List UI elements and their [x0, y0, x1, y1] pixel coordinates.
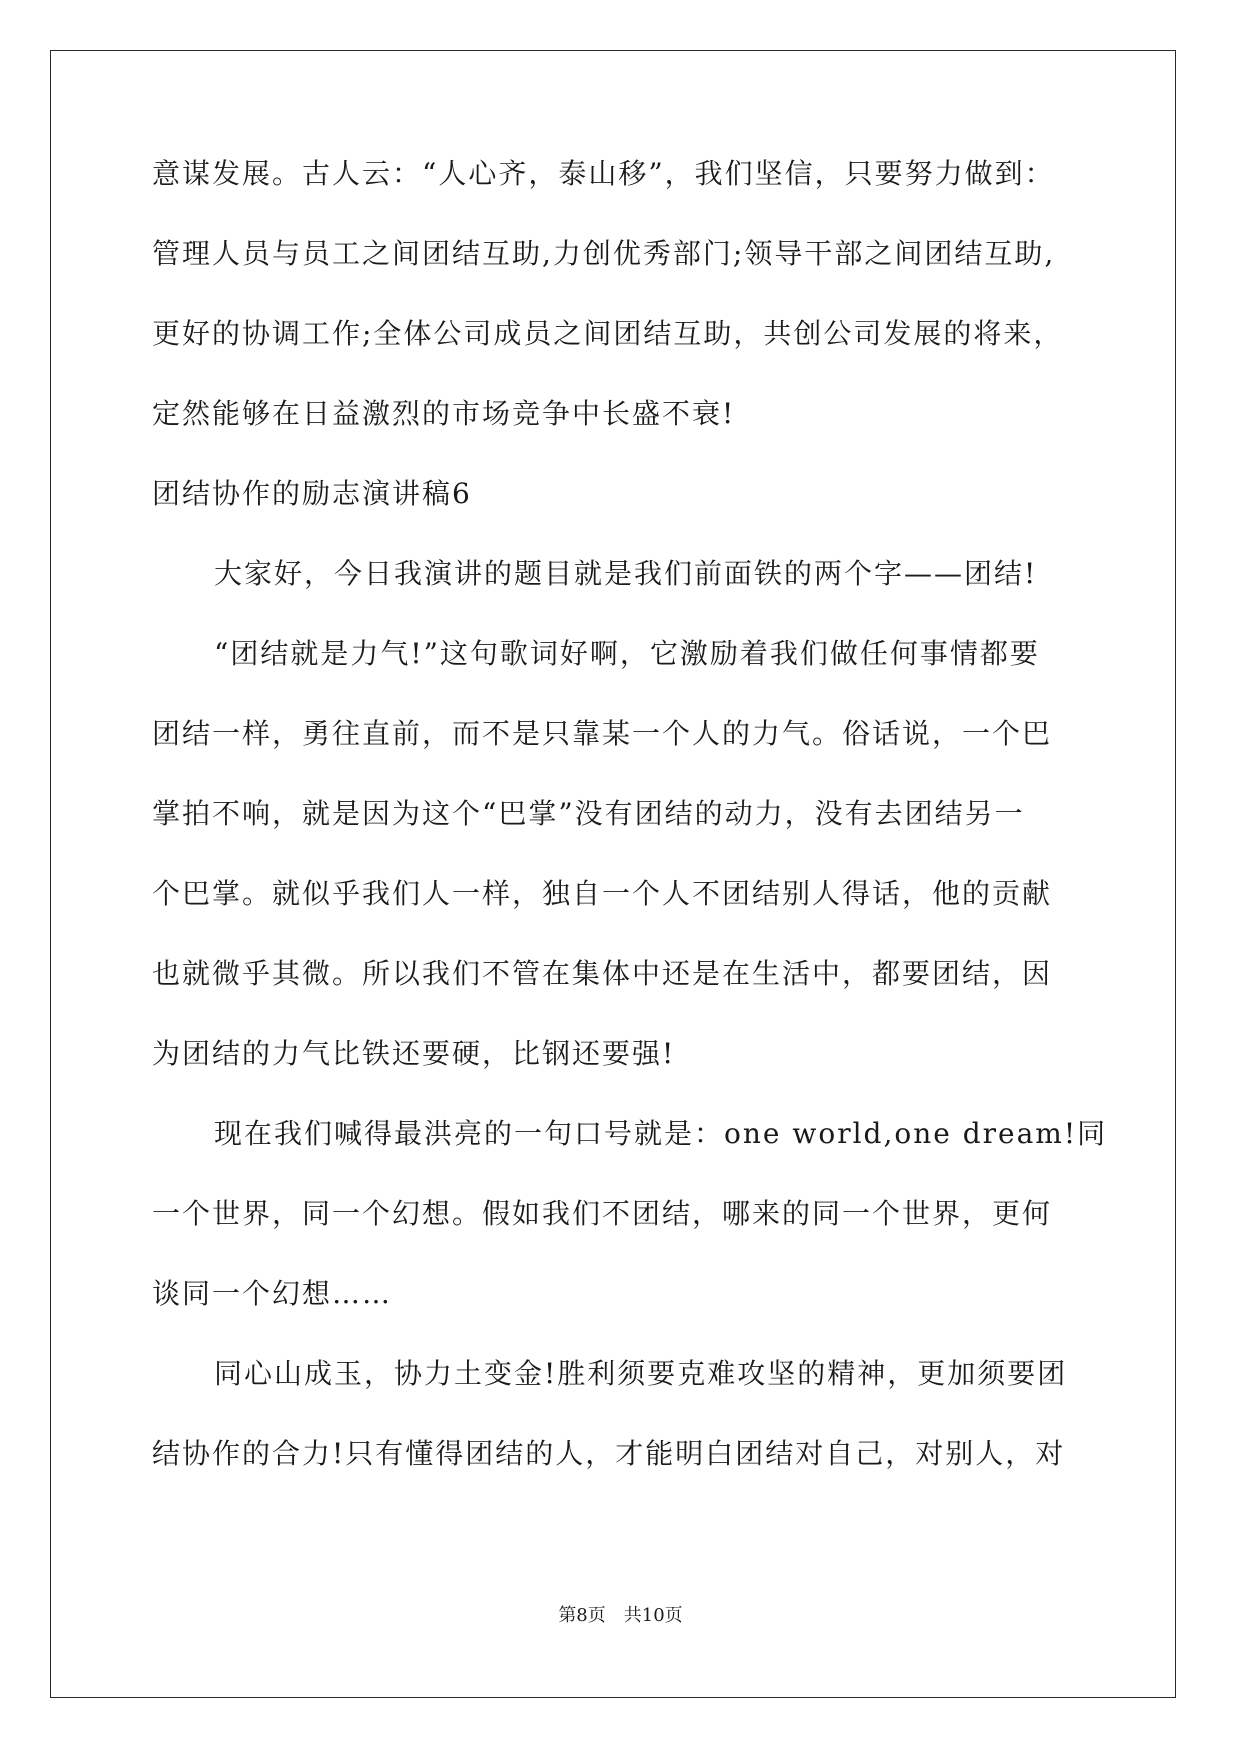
body-line: 结协作的合力!只有懂得团结的人，才能明白团结对自己，对别人，对: [152, 1437, 1066, 1470]
page-number: 第8页 共10页: [558, 1605, 683, 1626]
body-line: 谈同一个幻想……: [152, 1277, 393, 1310]
body-line: 团结一样，勇往直前，而不是只靠某一个人的力气。俗话说，一个巴: [152, 717, 1053, 750]
body-line: 一个世界，同一个幻想。假如我们不团结，哪来的同一个世界，更何: [152, 1197, 1053, 1230]
body-line: 也就微乎其微。所以我们不管在集体中还是在生活中，都要团结，因: [152, 957, 1053, 990]
body-line: 大家好，今日我演讲的题目就是我们前面铁的两个字——团结!: [214, 557, 1038, 590]
body-line: 为团结的力气比铁还要硬，比钢还要强!: [152, 1037, 676, 1070]
body-line: 定然能够在日益激烈的市场竞争中长盛不衰!: [152, 397, 736, 430]
body-line: 个巴掌。就似乎我们人一样，独自一个人不团结别人得话，他的贡献: [152, 877, 1053, 910]
section-heading: 团结协作的励志演讲稿6: [152, 477, 472, 510]
body-line: 同心山成玉，协力土变金!胜利须要克难攻坚的精神，更加须要团: [214, 1357, 1068, 1390]
body-line: 意谋发展。古人云：“人心齐，泰山移”，我们坚信，只要努力做到：: [152, 157, 1055, 190]
body-line: 更好的协调工作;全体公司成员之间团结互助，共创公司发展的将来，: [152, 317, 1064, 350]
body-line: “团结就是力气!”这句歌词好啊，它激励着我们做任何事情都要: [214, 637, 1040, 670]
body-line: 现在我们喊得最洪亮的一句口号就是：one world,one dream!同: [214, 1117, 1108, 1150]
body-line: 掌拍不响，就是因为这个“巴掌”没有团结的动力，没有去团结另一: [152, 797, 1025, 830]
body-line: 管理人员与员工之间团结互助,力创优秀部门;领导干部之间团结互助,: [152, 237, 1056, 270]
